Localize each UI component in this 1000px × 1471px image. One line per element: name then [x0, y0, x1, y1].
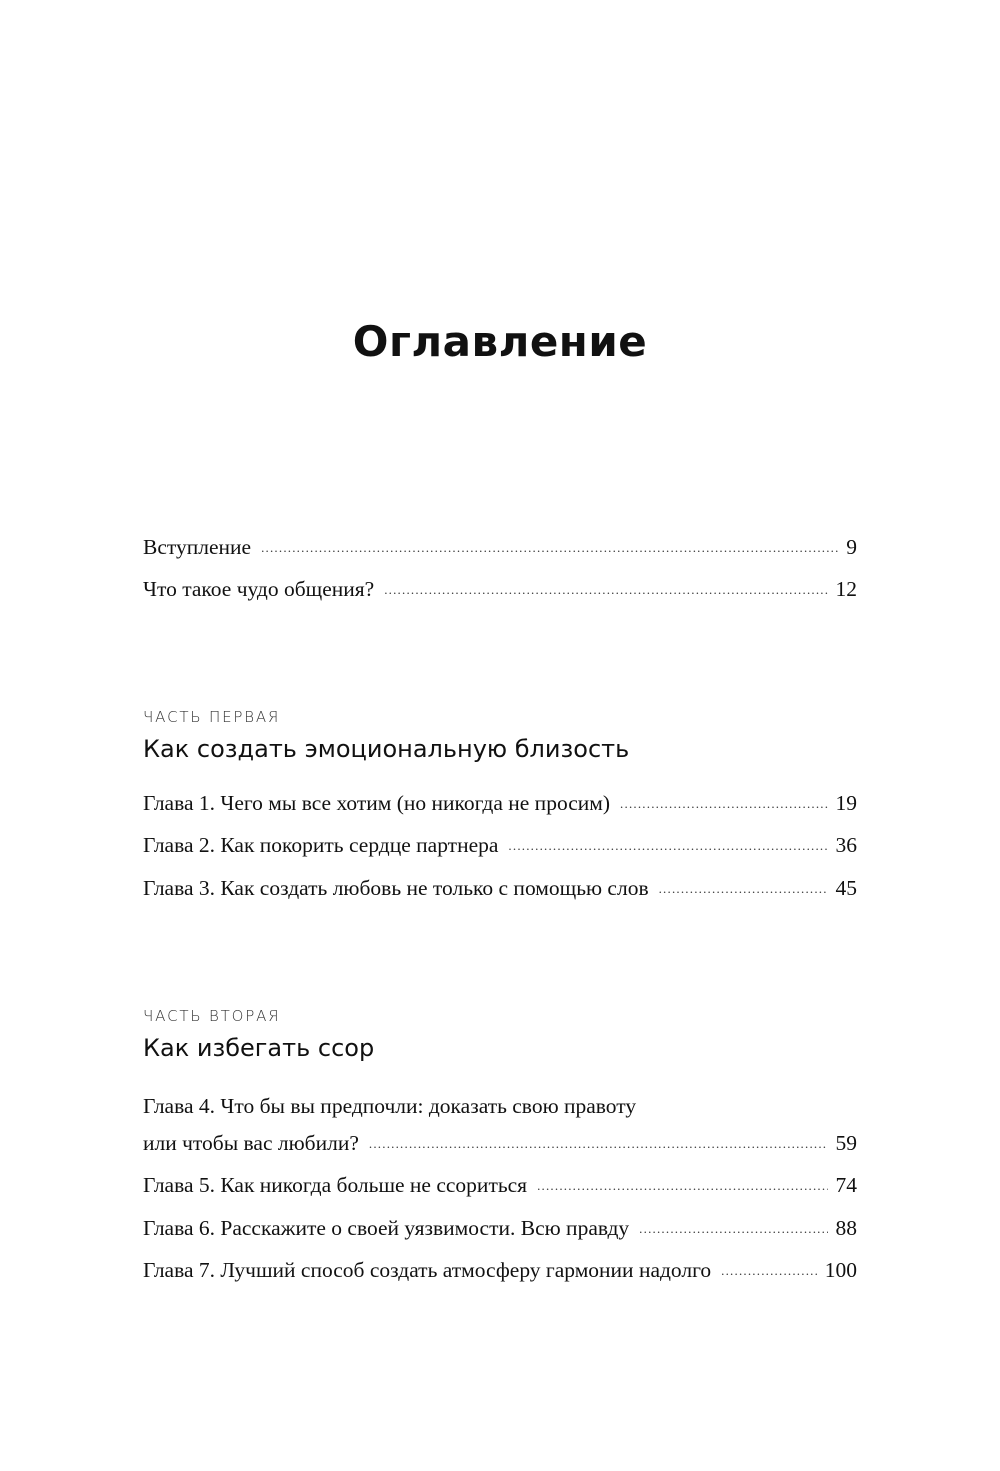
toc-entry-page: 74 [835, 1173, 857, 1197]
part-kicker: ЧАСТЬ ВТОРАЯ [143, 1007, 281, 1025]
toc-entry-page: 9 [846, 534, 857, 559]
toc-entry-label: Глава 2. Как покорить сердце партнера [143, 833, 499, 857]
toc-entry-label: или чтобы вас любили? [143, 1130, 359, 1155]
part-kicker: ЧАСТЬ ПЕРВАЯ [143, 708, 281, 726]
toc-entry-page: 45 [835, 875, 857, 900]
dot-leader [639, 1213, 827, 1235]
toc-entry-label: Глава 5. Как никогда больше не ссориться [143, 1173, 528, 1197]
part-title: Как создать эмоциональную близость [143, 735, 630, 763]
toc-intro-section [143, 532, 857, 617]
dot-leader [369, 1128, 828, 1150]
dot-leader [261, 532, 838, 554]
dot-leader [537, 1171, 827, 1193]
toc-entry-label: Вступление [143, 534, 252, 559]
toc-part-1-chapters [143, 788, 857, 916]
toc-part-2-chapters [143, 1094, 857, 1298]
toc-entry-page: 88 [835, 1215, 857, 1240]
toc-entry[interactable] [143, 1171, 857, 1214]
toc-entry-page: 100 [824, 1258, 857, 1282]
toc-entry[interactable] [143, 1213, 857, 1256]
toc-entry[interactable] [143, 1128, 857, 1171]
part-title: Как избегать ссор [143, 1034, 375, 1062]
dot-leader [721, 1256, 817, 1278]
toc-entry-page: 36 [835, 833, 857, 857]
toc-part-2 [143, 1006, 857, 1066]
toc-entry-label: Глава 3. Как создать любовь не только с помощью слов [143, 875, 649, 900]
dot-leader [508, 831, 827, 853]
toc-entry[interactable] [143, 831, 857, 874]
toc-entry-label: Что такое чудо общения? [143, 577, 375, 601]
toc-entry-label: Глава 7. Лучший способ создать атмосферу гармонии надолго [143, 1258, 712, 1282]
toc-entry[interactable] [143, 1256, 857, 1299]
toc-entry[interactable] [143, 873, 857, 916]
toc-entry[interactable] [143, 532, 857, 575]
toc-entry[interactable] [143, 788, 857, 831]
dot-leader [384, 575, 827, 597]
dot-leader [620, 788, 827, 810]
toc-entry-label: Глава 1. Чего мы все хотим (но никогда не просим) [143, 790, 611, 815]
toc-entry-page: 12 [835, 577, 857, 601]
toc-entry-page: 19 [835, 790, 857, 815]
page-title: Оглавление [352, 317, 648, 366]
toc-entry[interactable] [143, 575, 857, 618]
dot-leader [659, 873, 828, 895]
toc-part-1 [143, 707, 857, 767]
toc-entry-page: 59 [835, 1130, 857, 1155]
toc-entry-label: Глава 6. Расскажите о своей уязвимости. Всю правду [143, 1215, 630, 1240]
toc-entry-label-line1[interactable]: Глава 4. Что бы вы предпочли: доказать свою правоту [143, 1094, 637, 1118]
